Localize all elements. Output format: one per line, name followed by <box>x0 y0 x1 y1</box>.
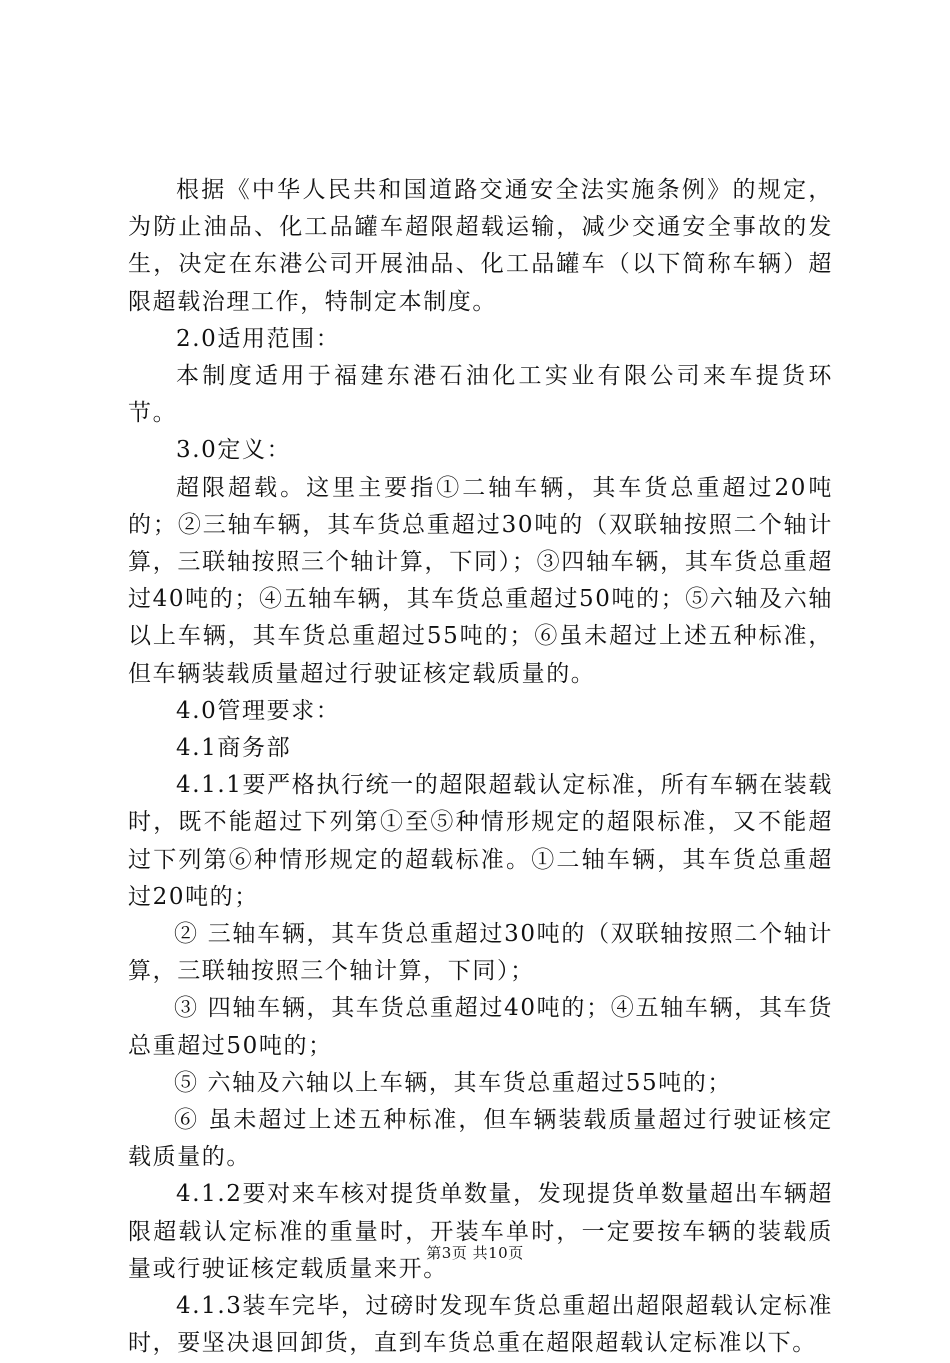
criterion-item-2: ② 三轴车辆，其车货总重超过30吨的（双联轴按照二个轴计算，三联轴按照三个轴计算，下同）； <box>128 921 833 985</box>
criterion-item-6: ⑥ 虽未超过上述五种标准，但车辆装载质量超过行驶证核定载质量的。 <box>128 1107 833 1171</box>
commerce-section-heading: 4.1商务部 <box>176 735 292 762</box>
definition-heading: 3.0定义： <box>176 437 292 464</box>
clause-4-1-2: 4.1.2要对来车核对提货单数量，发现提货单数量超出车辆超限超载认定标准的重量时，开装车单时，一定要按车辆的装载质量或行驶证核定载质量来开。 <box>128 1181 833 1282</box>
scope-heading: 2.0适用范围： <box>176 325 341 352</box>
document-body <box>128 172 833 1363</box>
criterion-item-5: ⑤ 六轴及六轴以上车辆，其车货总重超过55吨的； <box>174 1069 732 1096</box>
clause-4-1-3: 4.1.3装车完毕，过磅时发现车货总重超出超限超载认定标准时，要坚决退回卸货，直到车货总重在超限超载认定标准以下。 <box>128 1293 833 1357</box>
definition-paragraph: 超限超载。这里主要指①二轴车辆，其车货总重超过20吨的；②三轴车辆，其车货总重超过30吨的（双联轴按照二个轴计算，三联轴按照三个轴计算，下同）；③四轴车辆，其车货总重超过40吨的；④五轴车辆，其车货总重超过50吨的；⑤六轴及六轴以上车辆，其车货总重超过55吨的；⑥虽未超过上述五种标准，但车辆装载质量超过行驶证核定载质量的。 <box>128 474 833 687</box>
management-heading: 4.0管理要求： <box>176 697 341 724</box>
intro-paragraph: 根据《中华人民共和国道路交通安全法实施条例》的规定，为防止油品、化工品罐车超限超载运输，减少交通安全事故的发生，决定在东港公司开展油品、化工品罐车（以下简称车辆）超限超载治理工作，特制定本制度。 <box>128 177 833 315</box>
scope-paragraph: 本制度适用于福建东港石油化工实业有限公司来车提货环节。 <box>128 363 833 427</box>
clause-4-1-1: 4.1.1要严格执行统一的超限超载认定标准，所有车辆在装载时，既不能超过下列第①至⑤种情形规定的超限标准，又不能超过下列第⑥种情形规定的超载标准。①二轴车辆，其车货总重超过20吨的； <box>128 772 833 910</box>
criterion-item-3-4: ③ 四轴车辆，其车货总重超过40吨的；④五轴车辆，其车货总重超过50吨的； <box>128 995 833 1059</box>
page-number-footer: 第3页 共10页 <box>426 1244 524 1262</box>
